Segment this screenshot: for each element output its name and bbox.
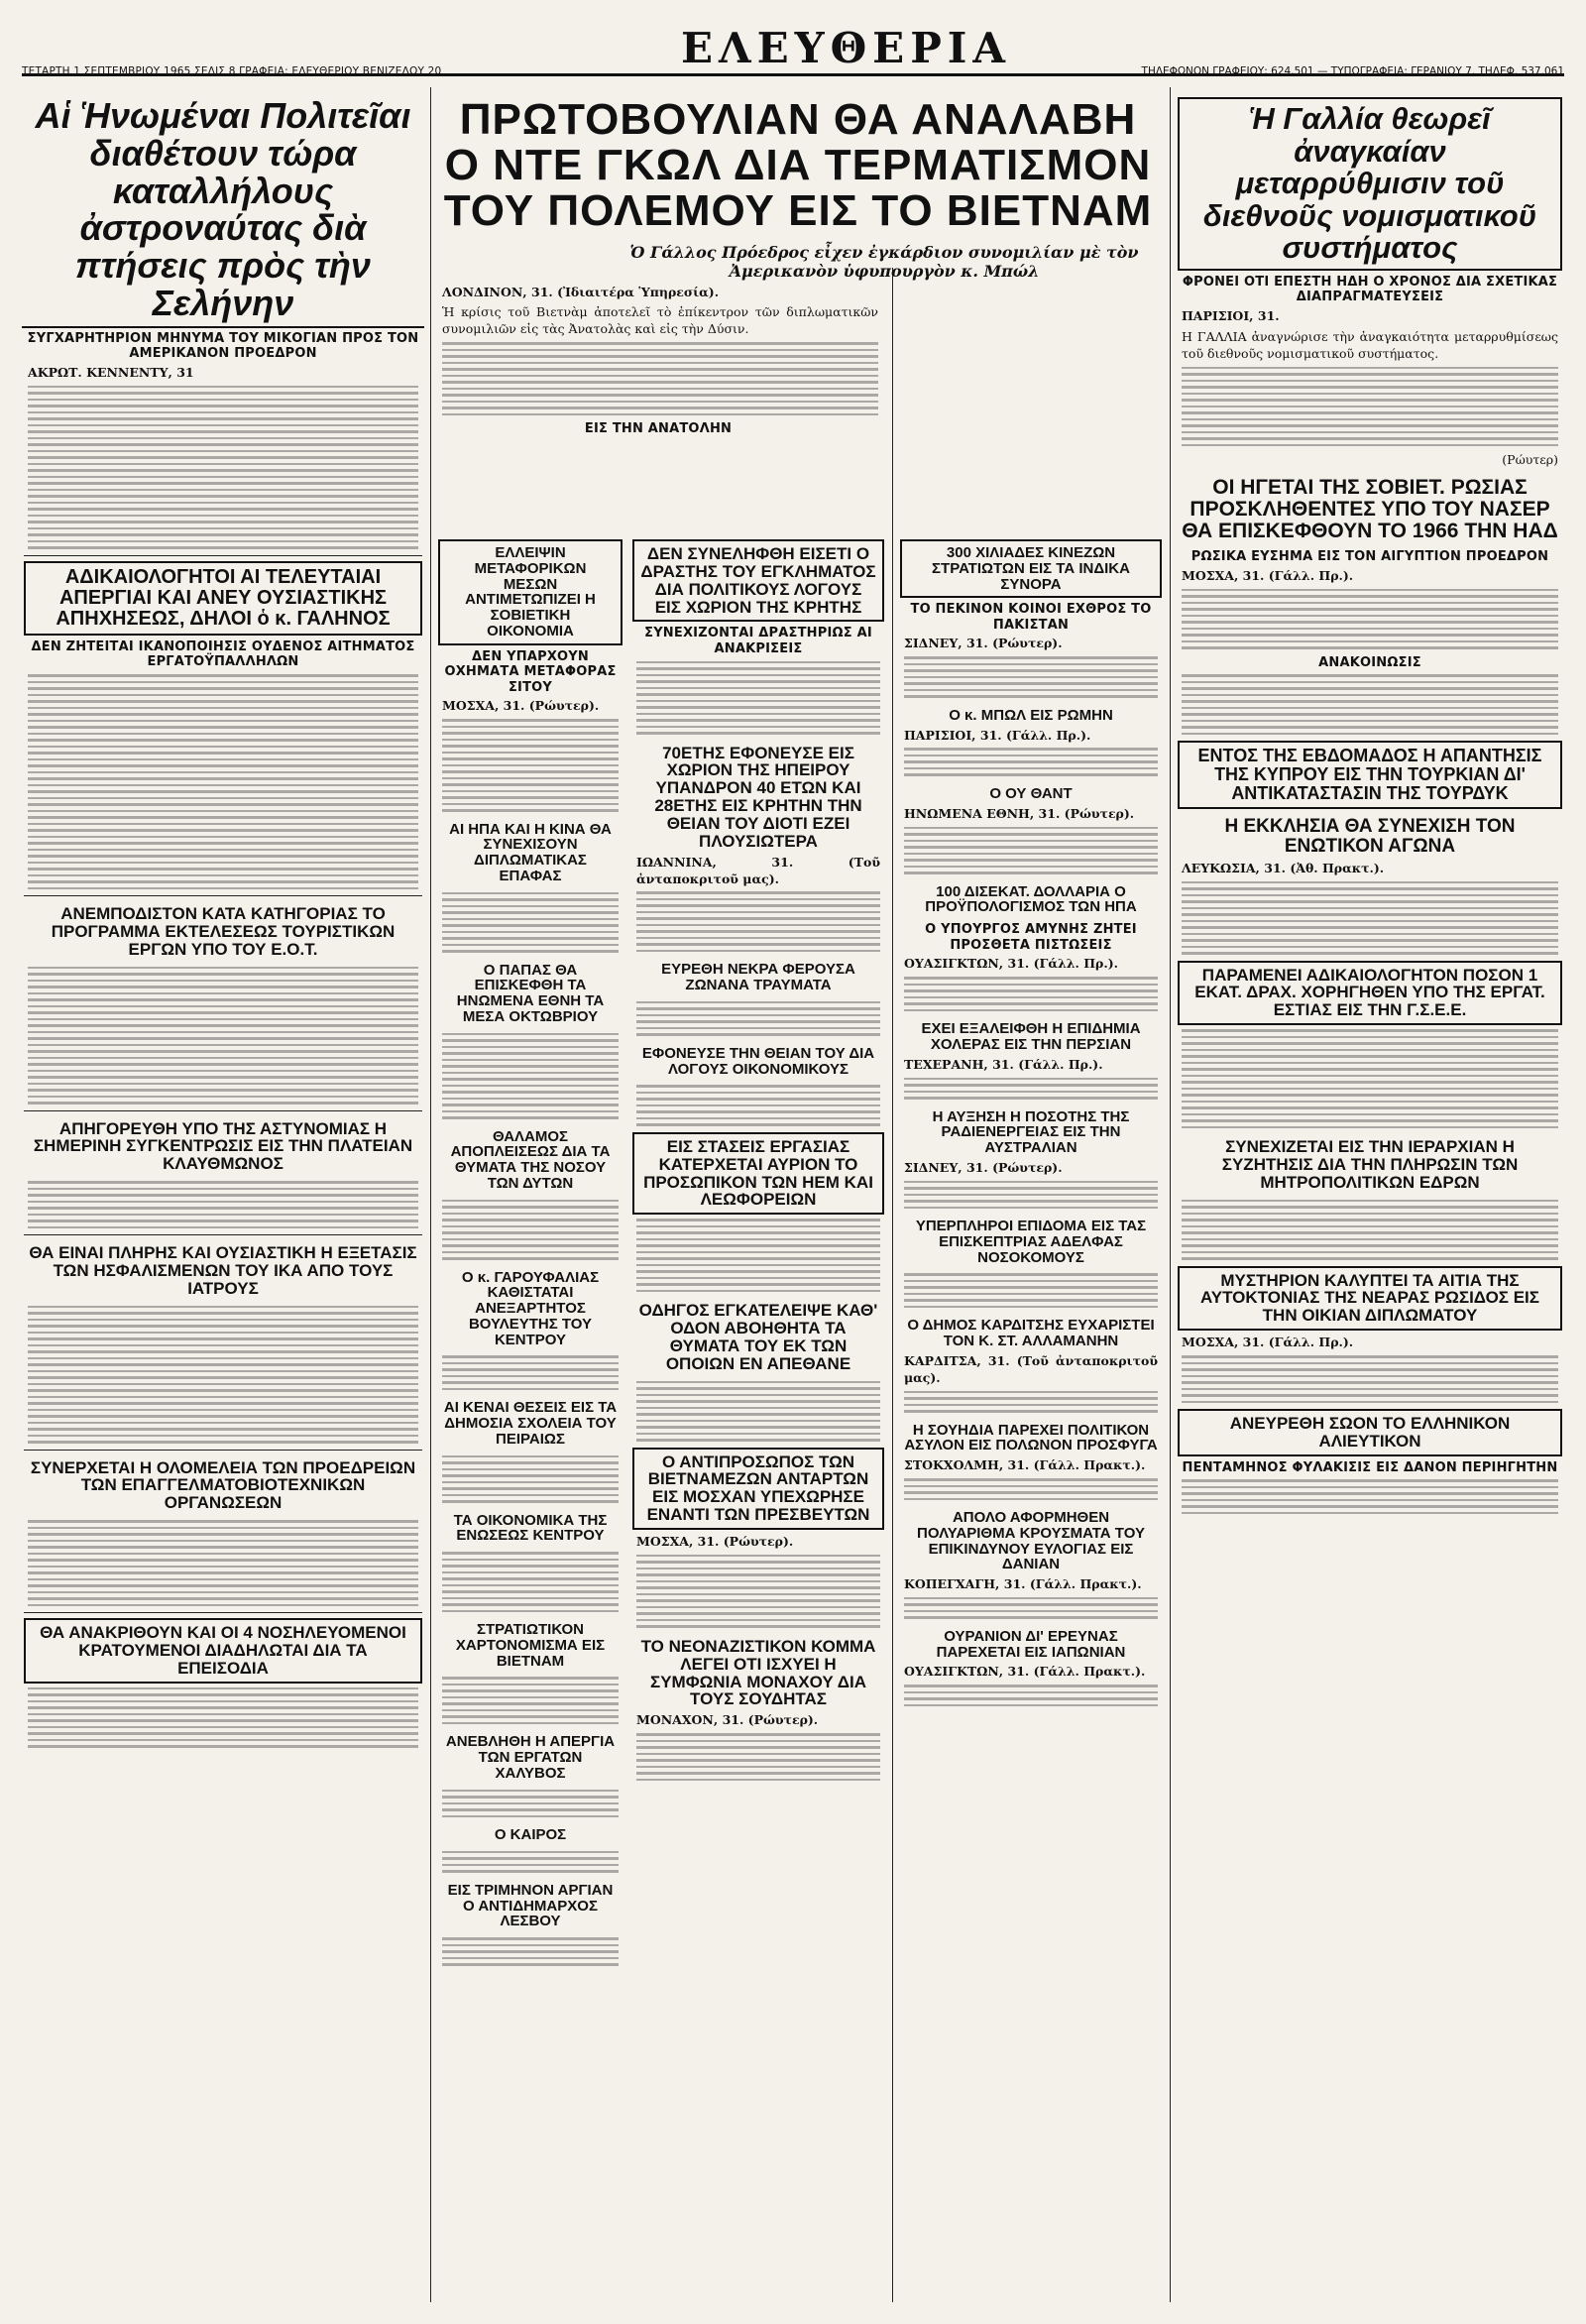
article-divers-headline: ΘΑΛΑΜΟΣ ΑΠΟΠΛΕΙΣΕΩΣ ΔΙΑ ΤΑ ΘΥΜΑΤΑ ΤΗΣ ΝΟΣΟΥ ΤΩΝ ΔΥΤΩΝ [450,1127,611,1192]
lead-subhead: Ὁ Γάλλος Πρόεδρος εἶχεν ἐγκάρδιον συνομιλίαν μὲ τὸν Ἀμερικανὸν ὑφυπουργὸν κ. Μπώλ [629,242,1139,281]
column-center-right: 300 ΧΙΛΙΑΔΕΣ ΚΙΝΕΖΩΝ ΣΤΡΑΤΙΩΤΩΝ ΕΙΣ ΤΑ ΙΝΔΙΚΑ ΣΥΝΟΡΑ ΤΟ ΠΕΚΙΝΟΝ ΚΟΙΝΟΙ ΕΧΘΡΟΣ ΤΟ ΠΑΚΙΣΤΑΝ ΣΙΔΝΕΥ, 31. (Ρώυτερ). Ο κ. ΜΠΩΛ ΕΙΣ ΡΩΜΗΝ ΠΑΡΙΣΙΟΙ, 31. (Γάλλ. Πρ.). Ο ΟΥ ΘΑΝΤ ΗΝΩΜΕΝΑ ΕΘΝΗ, 31. (Ρώυτερ). 100 ΔΙΣΕΚΑΤ. ΔΟΛΛΑΡΙΑ Ο ΠΡΟΫΠΟΛΟΓΙΣΜΟΣ ΤΩΝ ΗΠΑ Ο ΥΠΟΥΡΓΟΣ ΑΜΥΝΗΣ ΖΗΤΕΙ ΠΡΟΣΘΕΤΑ ΠΙΣΤΩΣΕΙΣ ΟΥΑΣΙΓΚΤΩΝ, 31. (Γάλλ. Πρ.). ΕΧΕΙ ΕΞΑΛΕΙΦΘΗ Η ΕΠΙΔΗΜΙΑ ΧΟΛΕΡΑΣ ΕΙΣ ΤΗΝ ΠΕΡΣΙΑΝ ΤΕΧΕΡΑΝΗ, 31. (Γάλλ. Πρ.). Η ΑΥΞΗΣΗ Η ΠΟΣΟΤΗΣ ΤΗΣ ΡΑΔΙΕΝΕΡΓΕΙΑΣ ΕΙΣ ΤΗΝ ΑΥΣΤΡΑΛΙΑΝ ΣΙΔΝΕΥ, 31. (Ρώυτερ). ΥΠΕΡΠΛΗΡΟΙ ΕΠΙΔΟΜΑ ΕΙΣ ΤΑΣ ΕΠΙΣΚΕΠΤΡΙΑΣ ΑΔΕΛΦΑΣ ΝΟΣΟΚΟΜΟΥΣ Ο ΔΗΜΟΣ ΚΑΡΔΙΤΣΗΣ ΕΥΧΑΡΙΣΤΕΙ ΤΟΝ Κ. ΣΤ. ΑΛΛΑΜΑΝΗΝ ΚΑΡΔΙΤΣΑ, 31. (Τοῦ ἀνταποκριτοῦ μας). Η ΣΟΥΗΔΙΑ ΠΑΡΕΧΕΙ ΠΟΛΙΤΙΚΟΝ ΑΣΥΛΟΝ ΕΙΣ ΠΟΛΩΝΟΝ ΠΡΟΣΦΥΓΑ ΣΤΟΚΧΟΛΜΗ, 31. (Γάλλ. Πρακτ.). ΑΠΟΛΟ ΑΦΟΡΜΗΘΕΝ ΠΟΛΥΑΡΙΘΜΑ ΚΡΟΥΣΜΑΤΑ ΤΟΥ ΕΠΙΚΙΝΔΥΝΟΥ ΕΥΛΟΓΙΑΣ ΕΙΣ ΔΑΝΙΑΝ ΚΟΠΕΓΧΑΓΗ, 31. (Γάλλ. Πρακτ.). ΟΥΡΑΝΙΟΝ ΔΙ' ΕΡΕΥΝΑΣ ΠΑΡΕΧΕΤΑΙ ΕΙΣ ΙΑΠΩΝΙΑΝ ΟΥΑΣΙΓΚΤΩΝ, 31. (Γάλλ. Πρακτ.). [898,535,1164,1712]
column-right: Ἡ Γαλλία θεωρεῖ ἀναγκαίαν μεταρρύθμισιν τοῦ διεθνοῦς νομισματικοῦ συστήματος ΦΡΟΝΕΙ ΟΤΙ ΕΠΕΣΤΗ ΗΔΗ Ο ΧΡΟΝΟΣ ΔΙΑ ΣΧΕΤΙΚΑΣ ΔΙΑΠΡΑΓΜΑΤΕΥΣΕΙΣ ΠΑΡΙΣΙΟΙ, 31. Η ΓΑΛΛΙΑ ἀναγνώρισε τὴν ἀναγκαιότητα μεταρρυθμίσεως τοῦ διεθνοῦς νομισματικοῦ συστήματος. (Ρώυτερ) ΟΙ ΗΓΕΤΑΙ ΤΗΣ ΣΟΒΙΕΤ. ΡΩΣΙΑΣ ΠΡΟΣΚΛΗΘΕΝΤΕΣ ΥΠΟ ΤΟΥ ΝΑΣΕΡ ΘΑ ΕΠΙΣΚΕΦΘΟΥΝ ΤΟ 1966 ΤΗΝ ΗΑΔ ΡΩΣΙΚΑ ΕΥΣΗΜΑ ΕΙΣ ΤΟΝ ΑΙΓΥΠΤΙΟΝ ΠΡΟΕΔΡΟΝ ΜΟΣΧΑ, 31. (Γάλλ. Πρ.). ΑΝΑΚΟΙΝΩΣΙΣ ΕΝΤΟΣ ΤΗΣ ΕΒΔΟΜΑΔΟΣ Η ΑΠΑΝΤΗΣΙΣ ΤΗΣ ΚΥΠΡΟΥ ΕΙΣ ΤΗΝ ΤΟΥΡΚΙΑΝ ΔΙ' ΑΝΤΙΚΑΤΑΣΤΑΣΙΝ ΤΗΣ ΤΟΥΡΔΥΚ Η ΕΚΚΛΗΣΙΑ ΘΑ ΣΥΝΕΧΙΣΗ ΤΟΝ ΕΝΩΤΙΚΟΝ ΑΓΩΝΑ ΛΕΥΚΩΣΙΑ, 31. (Ἀθ. Πρακτ.). ΠΑΡΑΜΕΝΕΙ ΑΔΙΚΑΙΟΛΟΓΗΤΟΝ ΠΟΣΟΝ 1 ΕΚΑΤ. ΔΡΑΧ. ΧΟΡΗΓΗΘΕΝ ΥΠΟ ΤΗΣ ΕΡΓΑΤ. ΕΣΤΙΑΣ ΕΙΣ ΤΗΝ Γ.Σ.Ε.Ε. ΣΥΝΕΧΙΖΕΤΑΙ ΕΙΣ ΤΗΝ ΙΕΡΑΡΧΙΑΝ Η ΣΥΖΗΤΗΣΙΣ ΔΙΑ ΤΗΝ ΠΛΗΡΩΣΙΝ ΤΩΝ ΜΗΤΡΟΠΟΛΙΤΙΚΩΝ ΕΔΡΩΝ ΜΥΣΤΗΡΙΟΝ ΚΑΛΥΠΤΕΙ ΤΑ ΑΙΤΙΑ ΤΗΣ ΑΥΤΟΚΤΟΝΙΑΣ ΤΗΣ ΝΕΑΡΑΣ ΡΩΣΙΔΟΣ ΕΙΣ ΤΗΝ ΟΙΚΙΑΝ ΔΙΠΛΩΜΑΤΟΥ ΜΟΣΧΑ, 31. (Γάλλ. Πρ.). ΑΝΕΥΡΕΘΗ ΣΩΟΝ ΤΟ ΕΛΛΗΝΙΚΟΝ ΑΛΙΕΥΤΙΚΟΝ ΠΕΝΤΑΜΗΝΟΣ ΦΥΛΑΚΙΣΙΣ ΕΙΣ ΔΑΝΟΝ ΠΕΡΙΗΓΗΤΗΝ [1176,93,1564,1520]
article-astronauts-dateline: ΑΚΡΩΤ. ΚΕΝΝΕΝΤΥ, 31 [28,364,194,380]
article-aunt-headline: ΕΦΟΝΕΥΣΕ ΤΗΝ ΘΕΙΑΝ ΤΟΥ ΔΙΑ ΛΟΓΟΥΣ ΟΙΚΟΝΟΜΙΚΟΥΣ [641,1044,875,1078]
lead-intro: Ἡ κρίσις τοῦ Βιετνὰμ ἀποτελεῖ τὸ ἐπίκεντρον τῶν διπλωματικῶν συνομιλιῶν εἰς τὰς Ἀνατολὰς καὶ εἰς τὴν Δύσιν. [442,304,878,337]
article-astronauts-headline: Αἱ Ἡνωμέναι Πολιτεῖαι διαθέτουν τώρα καταλλήλους ἀστροναύτας διὰ πτήσεις πρὸς τὴν Σελήνην [22,93,424,328]
article-ika-body [28,1306,418,1444]
article-soviet-leaders-subhead: ΡΩΣΙΚΑ ΕΥΣΗΜΑ ΕΙΣ ΤΟΝ ΑΙΓΥΠΤΙΟΝ ΠΡΟΕΔΡΟΝ [1190,549,1549,565]
lead-story [436,93,1160,440]
article-strikes-subhead: ΔΕΝ ΖΗΤΕΙΤΑΙ ΙΚΑΝΟΠΟΙΗΣΙΣ ΟΥΔΕΝΟΣ ΑΙΤΗΜΑΤΟΣ ΕΡΓΑΤΟΫΠΑΛΛΗΛΩΝ [31,639,415,670]
article-karditsa-headline: Ο ΔΗΜΟΣ ΚΑΡΔΙΤΣΗΣ ΕΥΧΑΡΙΣΤΕΙ ΤΟΝ Κ. ΣΤ. ΑΛΛΑΜΑΝΗΝ [907,1317,1155,1350]
article-found-dead-headline: ΕΥΡΕΘΗ ΝΕΚΡΑ ΦΕΡΟΥΣΑ ΖΩΝΑΝΑ ΤΡΑΥΜΑΤΑ [661,961,855,994]
article-fishing-boat-headline: ΑΝΕΥΡΕΘΗ ΣΩΟΝ ΤΟ ΕΛΛΗΝΙΚΟΝ ΑΛΙΕΥΤΙΚΟΝ [1178,1409,1562,1456]
article-strikes-body [28,674,418,889]
lead-dateline: ΛΟΝΔΙΝΟΝ, 31. (Ἰδιαιτέρα Ὑπηρεσία). [442,284,720,299]
article-astronauts-subhead: ΣΥΓΧΑΡΗΤΗΡΙΟΝ ΜΗΝΥΜΑ ΤΟΥ ΜΙΚΟΓΙΑΝ ΠΡΟΣ ΤΟΝ ΑΜΕΡΙΚΑΝΟΝ ΠΡΟΕΔΡΟΝ [27,330,419,362]
article-church-headline: Η ΕΚΚΛΗΣΙΑ ΘΑ ΣΥΝΕΧΙΣΗ ΤΟΝ ΕΝΩΤΙΚΟΝ ΑΓΩΝΑ [1224,815,1516,857]
masthead [22,24,1564,77]
article-chinese-troops-subhead: ΤΟ ΠΕΚΙΝΟΝ ΚΟΙΝΟΙ ΕΧΘΡΟΣ ΤΟ ΠΑΚΙΣΤΑΝ [910,602,1152,633]
article-hierarchy-headline: ΣΥΝΕΧΙΖΕΤΑΙ ΕΙΣ ΤΗΝ ΙΕΡΑΡΧΙΑΝ Η ΣΥΖΗΤΗΣΙΣ ΔΙΑ ΤΗΝ ΠΛΗΡΩΣΙΝ ΤΩΝ ΜΗΤΡΟΠΟΛΙΤΙΚΩΝ ΕΔΡΩΝ [1221,1137,1519,1192]
article-france-monetary-headline: Ἡ Γαλλία θεωρεῖ ἀναγκαίαν μεταρρύθμισιν τοῦ διεθνοῦς νομισματικοῦ συστήματος [1178,97,1562,271]
lead-headline: ΠΡΩΤΟΒΟΥΛΙΑΝ ΘΑ ΑΝΑΛΑΒΗ Ο ΝΤΕ ΓΚΩΛ ΔΙΑ ΤΕΡΜΑΤΙΣΜΟΝ ΤΟΥ ΠΟΛΕΜΟΥ ΕΙΣ ΤΟ ΒΙΕΤΝΑΜ [443,95,1153,236]
article-vietcong-moscow-headline: Ο ΑΝΤΙΠΡΟΣΩΠΟΣ ΤΩΝ ΒΙΕΤΝΑΜΕΖΩΝ ΑΝΤΑΡΤΩΝ ΕΙΣ ΜΟΣΧΑΝ ΥΠΕΧΩΡΗΣΕ ΕΝΑΝΤΙ ΤΩΝ ΠΡΕΣΒΕΥΤΩΝ [632,1448,884,1530]
column-divider [1170,87,1171,2302]
article-plenary-headline: ΣΥΝΕΡΧΕΤΑΙ Η ΟΛΟΜΕΛΕΙΑ ΤΩΝ ΠΡΟΕΔΡΕΙΩΝ ΤΩΝ ΕΠΑΓΓΕΛΜΑΤΟΒΙΟΤΕΧΝΙΚΩΝ ΟΡΓΑΝΩΣΕΩΝ [30,1457,416,1513]
article-lesvos-headline: ΕΙΣ ΤΡΙΜΗΝΟΝ ΑΡΓΙΑΝ Ο ΑΝΤΙΔΗΜΑΡΧΟΣ ΛΕΣΒΟΥ [447,1881,614,1930]
announcement-label: ΑΝΑΚΟΙΝΩΣΙΣ [1318,654,1421,670]
article-cholera-headline: ΕΧΕΙ ΕΞΑΛΕΙΦΘΗ Η ΕΠΙΔΗΜΙΑ ΧΟΛΕΡΑΣ ΕΙΣ ΤΗΝ ΠΕΡΣΙΑΝ [921,1020,1141,1053]
article-epirus-headline: 70ΕΤΗΣ ΕΦΟΝΕΥΣΕ ΕΙΣ ΧΩΡΙΟΝ ΤΗΣ ΗΠΕΙΡΟΥ ΥΠΑΝΔΡΟΝ 40 ΕΤΩΝ ΚΑΙ 28ΕΤΗΣ ΕΙΣ ΚΡΗΤΗΝ ΤΗΝ ΘΕΙΑΝ ΤΟΥ ΔΙΟΤΙ ΕΖΕΙ ΠΛΟΥΣΙΩΤΕΡΑ [654,743,862,851]
article-usa-china-headline: ΑΙ ΗΠΑ ΚΑΙ Η ΚΙΝΑ ΘΑ ΣΥΝΕΧΙΣΟΥΝ ΔΙΠΛΩΜΑΤΙΚΑΣ ΕΠΑΦΑΣ [449,820,612,884]
article-soviet-transport-headline: ΕΛΛΕΙΨΙΝ ΜΕΤΑΦΟΡΙΚΩΝ ΜΕΣΩΝ ΑΝΤΙΜΕΤΩΠΙΖΕΙ Η ΣΟΒΙΕΤΙΚΗ ΟΙΚΟΝΟΜΙΑ [438,539,623,645]
article-neonazi-dateline: ΜΟΝΑΧΟΝ, 31. (Ρώυτερ). [636,1712,819,1728]
article-vietcong-moscow-dateline: ΜΟΣΧΑ, 31. (Ρώυτερ). [636,1534,794,1549]
article-rally-headline: ΑΠΗΓΟΡΕΥΘΗ ΥΠΟ ΤΗΣ ΑΣΤΥΝΟΜΙΑΣ Η ΣΗΜΕΡΙΝΗ ΣΥΓΚΕΝΤΡΩΣΙΣ ΕΙΣ ΤΗΝ ΠΛΑΤΕΙΑΝ ΚΛΑΥΘΜΩΝΟΣ [33,1118,413,1174]
article-ika-headline: ΘΑ ΕΙΝΑΙ ΠΛΗΡΗΣ ΚΑΙ ΟΥΣΙΑΣΤΙΚΗ Η ΕΞΕΤΑΣΙΣ ΤΩΝ ΗΣΦΑΛΙΣΜΕΝΩΝ ΤΟΥ ΙΚΑ ΑΠΟ ΤΟΥΣ ΙΑΤΡΟΥΣ [29,1243,417,1298]
article-france-monetary-subhead: ΦΡΟΝΕΙ ΟΤΙ ΕΠΕΣΤΗ ΗΔΗ Ο ΧΡΟΝΟΣ ΔΙΑ ΣΧΕΤΙΚΑΣ ΔΙΑΠΡΑΓΜΑΤΕΥΣΕΙΣ [1182,274,1558,305]
article-detainees-headline: ΘΑ ΑΝΑΚΡΙΘΟΥΝ ΚΑΙ ΟΙ 4 ΝΟΣΗΛΕΥΟΜΕΝΟΙ ΚΡΑΤΟΥΜΕΝΟΙ ΔΙΑΔΗΛΩΤΑΙ ΔΙΑ ΤΑ ΕΠΕΙΣΟΔΙΑ [24,1618,422,1684]
article-radioactivity-headline: Η ΑΥΞΗΣΗ Η ΠΟΣΟΤΗΣ ΤΗΣ ΡΑΔΙΕΝΕΡΓΕΙΑΣ ΕΙΣ ΤΗΝ ΑΥΣΤΡΑΛΙΑΝ [932,1107,1130,1156]
article-ball-rome-headline: Ο κ. ΜΠΩΛ ΕΙΣ ΡΩΜΗΝ [949,706,1113,724]
article-schools-headline: ΑΙ ΚΕΝΑΙ ΘΕΣΕΙΣ ΕΙΣ ΤΑ ΔΗΜΟΣΙΑ ΣΧΟΛΕΙΑ ΤΟΥ ΠΕΙΡΑΙΩΣ [443,1399,618,1448]
article-pope-headline: Ο ΠΑΠΑΣ ΘΑ ΕΠΙΣΚΕΦΘΗ ΤΑ ΗΝΩΜΕΝΑ ΕΘΝΗ ΤΑ ΜΕΣΑ ΟΚΤΩΒΡΙΟΥ [456,961,605,1025]
article-soviet-transport-body [442,719,619,812]
article-hit-run-headline: ΟΔΗΓΟΣ ΕΓΚΑΤΕΛΕΙΨΕ ΚΑΘ' ΟΔΟΝ ΑΒΟΗΘΗΤΑ ΤΑ ΘΥΜΑΤΑ ΤΟΥ ΕΚ ΤΩΝ ΟΠΟΙΩΝ ΕΝ ΑΠΕΘΑΝΕ [638,1301,878,1373]
lead-body [442,342,878,415]
column-left [22,93,424,1754]
article-france-monetary-intro: Η ΓΑΛΛΙΑ ἀναγνώρισε τὴν ἀναγκαιότητα μεταρρυθμίσεως τοῦ διεθνοῦς νομισματικοῦ συστήματος. [1182,328,1558,361]
reuters-credit: (Ρώυτερ) [1502,452,1558,468]
article-detainees-body [28,1687,418,1748]
article-steel-strike-headline: ΑΝΕΒΛΗΘΗ Η ΑΠΕΡΓΙΑ ΤΩΝ ΕΡΓΑΤΩΝ ΧΑΛΥΒΟΣ [445,1733,616,1782]
article-crete-crime-subhead: ΣΥΝΕΧΙΖΟΝΤΑΙ ΔΡΑΣΤΗΡΙΩΣ ΑΙ ΑΝΑΚΡΙΣΕΙΣ [644,626,872,656]
article-chinese-troops-headline: 300 ΧΙΛΙΑΔΕΣ ΚΙΝΕΖΩΝ ΣΤΡΑΤΙΩΤΩΝ ΕΙΣ ΤΑ ΙΝΔΙΚΑ ΣΥΝΟΡΑ [900,539,1162,598]
article-soviet-leaders-headline: ΟΙ ΗΓΕΤΑΙ ΤΗΣ ΣΟΒΙΕΤ. ΡΩΣΙΑΣ ΠΡΟΣΚΛΗΘΕΝΤΕΣ ΥΠΟ ΤΟΥ ΝΑΣΕΡ ΘΑ ΕΠΙΣΚΕΦΘΟΥΝ ΤΟ 1966 ΤΗΝ ΗΑΔ [1182,475,1558,543]
article-suicide-headline: ΜΥΣΤΗΡΙΟΝ ΚΑΛΥΠΤΕΙ ΤΑ ΑΙΤΙΑ ΤΗΣ ΑΥΤΟΚΤΟΝΙΑΣ ΤΗΣ ΝΕΑΡΑΣ ΡΩΣΙΔΟΣ ΕΙΣ ΤΗΝ ΟΙΚΙΑΝ ΔΙΠΛΩΜΑΤΟΥ [1178,1266,1562,1332]
article-soviet-transport-dateline: ΜΟΣΧΑ, 31. (Ρώυτερ). [442,698,600,714]
article-eot-body [28,967,418,1104]
article-garoufalias-headline: Ο κ. ΓΑΡΟΥΦΑΛΙΑΣ ΚΑΘΙΣΤΑΤΑΙ ΑΝΕΞΑΡΤΗΤΟΣ ΒΟΥΛΕΥΤΗΣ ΤΟΥ ΚΕΝΤΡΟΥ [461,1268,600,1348]
article-transport-strike-headline: ΕΙΣ ΣΤΑΣΕΙΣ ΕΡΓΑΣΙΑΣ ΚΑΤΕΡΧΕΤΑΙ ΑΥΡΙΟΝ ΤΟ ΠΡΟΣΩΠΙΚΟΝ ΤΩΝ ΗΕΜ ΚΑΙ ΛΕΩΦΟΡΕΙΩΝ [632,1132,884,1215]
article-vietnam-currency-headline: ΣΤΡΑΤΙΩΤΙΚΟΝ ΧΑΡΤΟΝΟΜΙΣΜΑ ΕΙΣ ΒΙΕΤΝΑΜ [455,1621,606,1670]
article-rally-body [28,1181,418,1228]
article-nurses-headline: ΥΠΕΡΠΛΗΡΟΙ ΕΠΙΔΟΜΑ ΕΙΣ ΤΑΣ ΕΠΙΣΚΕΠΤΡΙΑΣ ΑΔΕΛΦΑΣ ΝΟΣΟΚΟΜΟΥΣ [915,1218,1147,1266]
article-epirus-dateline: ΙΩΑΝΝΙΝΑ, 31. (Τοῦ ἀνταποκριτοῦ μας). [636,854,880,886]
column-divider [430,87,431,2302]
article-strikes-headline: ΑΔΙΚΑΙΟΛΟΓΗΤΟΙ ΑΙ ΤΕΛΕΥΤΑΙΑΙ ΑΠΕΡΓΙΑΙ ΚΑΙ ΑΝΕΥ ΟΥΣΙΑΣΤΙΚΗΣ ΑΠΗΧΗΣΕΩΣ, ΔΗΛΟΙ ὁ κ. ΓΑΛΗΝΟΣ [24,561,422,636]
article-uranium-headline: ΟΥΡΑΝΙΟΝ ΔΙ' ΕΡΕΥΝΑΣ ΠΑΡΕΧΕΤΑΙ ΕΙΣ ΙΑΠΩΝΙΑΝ [936,1627,1126,1661]
article-soviet-transport-subhead: ΔΕΝ ΥΠΑΡΧΟΥΝ ΟΧΗΜΑΤΑ ΜΕΤΑΦΟΡΑΣ ΣΙΤΟΥ [444,648,617,695]
phones-line: ΤΗΛΕΦΩΝΟΝ ΓΡΑΦΕΙΟΥ: 624.501 — ΤΥΠΟΓΡΑΦΕΙΑ: ΓΕΡΑΝΙΟΥ 7. ΤΗΛΕΦ. 537.061 [1141,65,1564,77]
column-center-left [436,535,624,1972]
article-eot-headline: ΑΝΕΜΠΟΔΙΣΤΟΝ ΚΑΤΑ ΚΑΤΗΓΟΡΙΑΣ ΤΟ ΠΡΟΓΡΑΜΜΑ ΕΚΤΕΛΕΣΕΩΣ ΤΟΥΡΙΣΤΙΚΩΝ ΕΡΓΩΝ ΥΠΟ ΤΟΥ Ε.Ο.Τ. [51,904,396,959]
lead-box-label: ΕΙΣ ΤΗΝ ΑΝΑΤΟΛΗΝ [584,421,733,437]
column-divider [892,268,893,2302]
article-neonazi-headline: ΤΟ ΝΕΟΝΑΖΙΣΤΙΚΟΝ ΚΟΜΜΑ ΛΕΓΕΙ ΟΤΙ ΙΣΧΥΕΙ Η ΣΥΜΦΩΝΙΑ ΜΟΝΑΧΟΥ ΔΙΑ ΤΟΥΣ ΣΟΥΔΗΤΑΣ [640,1636,876,1709]
article-gsee-headline: ΠΑΡΑΜΕΝΕΙ ΑΔΙΚΑΙΟΛΟΓΗΤΟΝ ΠΟΣΟΝ 1 ΕΚΑΤ. ΔΡΑΧ. ΧΟΡΗΓΗΘΕΝ ΥΠΟ ΤΗΣ ΕΡΓΑΤ. ΕΣΤΙΑΣ ΕΙΣ ΤΗΝ Γ.Σ.Ε.Ε. [1178,961,1562,1026]
article-sweden-asylum-headline: Η ΣΟΥΗΔΙΑ ΠΑΡΕΧΕΙ ΠΟΛΙΤΙΚΟΝ ΑΣΥΛΟΝ ΕΙΣ ΠΟΛΩΝΟΝ ΠΡΟΣΦΥΓΑ [904,1421,1158,1454]
article-u-thant-headline: Ο ΟΥ ΘΑΝΤ [989,784,1073,802]
article-astronauts-body [28,386,418,549]
masthead-title: ΕΛΕΥΘΕΡΙΑ [681,24,1012,72]
article-crete-crime-headline: ΔΕΝ ΣΥΝΕΛΗΦΘΗ ΕΙΣΕΤΙ Ο ΔΡΑΣΤΗΣ ΤΟΥ ΕΓΚΛΗΜΑΤΟΣ ΔΙΑ ΠΟΛΙΤΙΚΟΥΣ ΛΟΓΟΥΣ ΕΙΣ ΧΩΡΙΟΝ ΤΗΣ ΚΡΗΤΗΣ [632,539,884,622]
article-denmark-headline: ΑΠΟΛΟ ΑΦΟΡΜΗΘΕΝ ΠΟΛΥΑΡΙΘΜΑ ΚΡΟΥΣΜΑΤΑ ΤΟΥ ΕΠΙΚΙΝΔΥΝΟΥ ΕΥΛΟΓΙΑΣ ΕΙΣ ΔΑΝΙΑΝ [917,1509,1145,1573]
weather-headline: Ο ΚΑΙΡΟΣ [494,1826,567,1844]
article-cyprus-headline: ΕΝΤΟΣ ΤΗΣ ΕΒΔΟΜΑΔΟΣ Η ΑΠΑΝΤΗΣΙΣ ΤΗΣ ΚΥΠΡΟΥ ΕΙΣ ΤΗΝ ΤΟΥΡΚΙΑΝ ΔΙ' ΑΝΤΙΚΑΤΑΣΤΑΣΙΝ ΤΗΣ ΤΟΥΡΔΥΚ [1178,741,1562,809]
article-france-monetary-dateline: ΠΑΡΙΣΙΟΙ, 31. [1182,307,1280,323]
column-center [630,535,886,1787]
article-us-budget-headline: 100 ΔΙΣΕΚΑΤ. ΔΟΛΛΑΡΙΑ Ο ΠΡΟΫΠΟΛΟΓΙΣΜΟΣ ΤΩΝ ΗΠΑ [925,882,1137,916]
article-center-finances-headline: ΤΑ ΟΙΚΟΝΟΜΙΚΑ ΤΗΣ ΕΝΩΣΕΩΣ ΚΕΝΤΡΟΥ [453,1511,608,1545]
date-line: ΤΕΤΑΡΤΗ 1 ΣΕΠΤΕΜΒΡΙΟΥ 1965 ΣΕΛΙΣ 8 ΓΡΑΦΕΙΑ: ΕΛΕΥΘΕΡΙΟΥ ΒΕΝΙΖΕΛΟΥ 20 [22,65,442,77]
article-plenary-body [28,1520,418,1606]
article-danish-tourist-headline: ΠΕΝΤΑΜΗΝΟΣ ΦΥΛΑΚΙΣΙΣ ΕΙΣ ΔΑΝΟΝ ΠΕΡΙΗΓΗΤΗΝ [1182,1459,1558,1475]
